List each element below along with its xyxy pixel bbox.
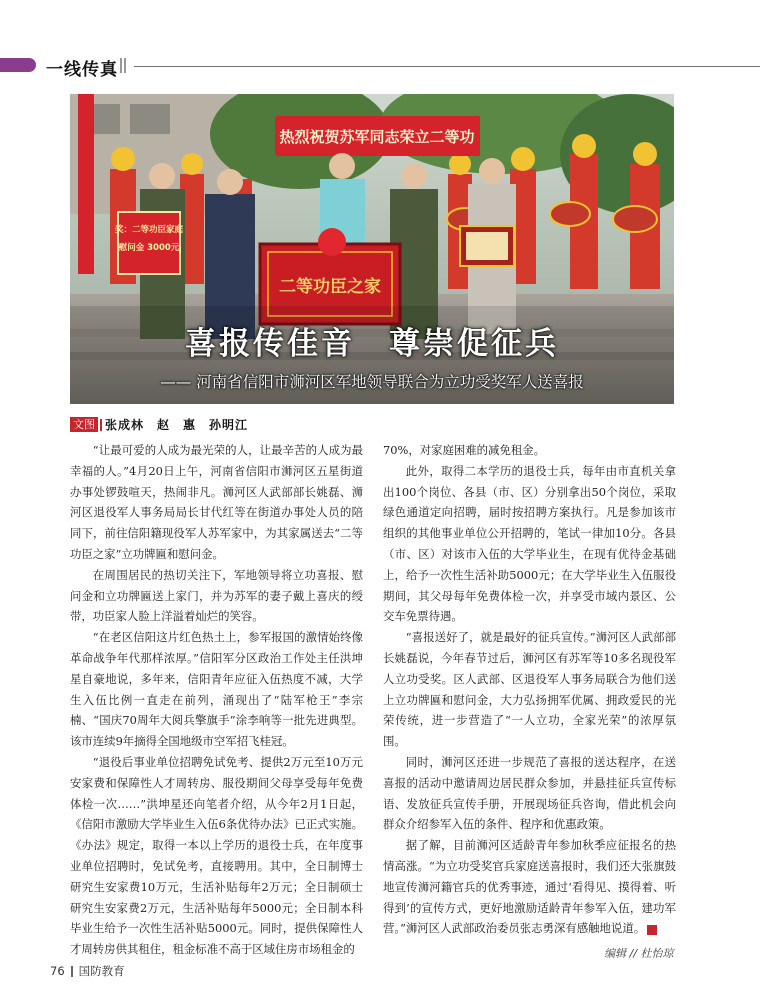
headline-title: 喜报传佳音 尊崇促征兵	[185, 326, 559, 362]
section-divider-mark	[120, 58, 122, 73]
article-paragraph-text: 据了解，目前浉河区适龄青年参加秋季应征报名的热情高涨。“为立功受奖官兵家庭送喜报时，我们还大张旗鼓地宣传浉河籍官兵的优秀事迹，通过‘看得见、摸得着、听得到’的宣传方式，更好地激励适龄青年参军入伍，建功军营。”浉河区人武部政治委员张志勇深有感触地说道。	[383, 838, 676, 936]
article-column-left	[70, 440, 363, 960]
article-paragraph-last	[383, 835, 676, 939]
byline	[70, 416, 248, 432]
article-column-right	[383, 440, 676, 939]
byline-authors: 张成林 赵 惠 孙明江	[105, 418, 249, 432]
sign-left-line1: 奖：二等功臣家庭	[114, 225, 184, 235]
section-title: 一线传真	[46, 60, 118, 80]
footer-divider	[71, 966, 73, 977]
section-accent-pill	[0, 58, 36, 72]
article-paragraph: 同时，浉河区还进一步规范了喜报的送达程序，在送喜报的活动中邀请周边居民群众参加，并悬挂征兵宣传标语、发放征兵宣传手册，开展现场征兵咨询，借此机会向群众介绍参军入伍的条件、程序和优惠政策。	[383, 754, 676, 832]
magazine-name: 国防教育	[78, 964, 125, 978]
article-paragraph-continued: 70%，对家庭困难的减免租金。	[383, 443, 546, 457]
page-number: 76	[50, 964, 65, 978]
page-footer	[50, 963, 125, 979]
end-mark-icon: G	[647, 925, 657, 935]
byline-divider	[100, 419, 102, 431]
article-paragraph: “退役后事业单位招聘免试免考、提供2万元至10万元安家费和保障性人才周转房、服役期间父母享受每年免费体检一次……”洪坤星还向笔者介绍，从今年2月1日起，《信阳市激励大学毕业生入伍6条优待办法》已正式实施。《办法》规定，取得一本以上学历的退役士兵，在年度事业单位招聘时，免试免考，直接聘用。其中，全日制博士研究生安家费10万元，生活补贴每年2万元；全日制硕士研究生安家费2万元，生活补贴每年5000元；全日制本科毕业生给予一次性生活补贴5000元。同时，提供保障性人才周转房供其租住，租金标准不高于区域住房市场租金的	[70, 754, 363, 957]
byline-tag: 文图	[70, 417, 98, 432]
article-paragraph: 在周围居民的热切关注下，军地领导将立功喜报、慰问金和立功牌匾送上家门，并为苏军的妻子戴上喜庆的绶带，功臣家人脸上洋溢着灿烂的笑容。	[70, 567, 363, 624]
section-header	[0, 55, 760, 80]
article-paragraph: 此外，取得二本学历的退役士兵，每年由市直机关拿出100个岗位、各县（市、区）分别拿出50个岗位，采取绿色通道定向招聘，届时按招聘方案执行。凡是参加该市组织的其他事业单位公开招聘的，笔试一律加10分。各县（市、区）对该市入伍的大学毕业生，在现有优待金基础上，给予一次性生活补助5000元；在大学毕业生入伍服役期间，其父母每年免费体检一次，并享受市域内景区、公交车免票待遇。	[383, 463, 676, 624]
article-paragraph: “在老区信阳这片红色热土上，参军报国的激情始终像革命战争年代那样浓厚。”信阳军分区政治工作处主任洪坤星自豪地说，多年来，信阳青年应征入伍热度不减，大学生入伍比例一直走在前列，涌现出了“陆军枪王”李宗楠、“国庆70周年大阅兵擎旗手”涂李响等一批先进典型。该市连续9年摘得全国地级市空军招飞桂冠。	[70, 630, 363, 749]
banner-text: 热烈祝贺苏军同志荣立二等功	[279, 128, 475, 146]
article-paragraph: “让最可爱的人成为最光荣的人，让最辛苦的人成为最幸福的人。”4月20日上午，河南省信阳市浉河区五星街道办事处锣鼓喧天，热闹非凡。浉河区人武部部长姚磊、浉河区退役军人事务局局长甘代红等在街道办事处人员的陪同下，前往信阳籍现役军人苏军家中，为其家属送去“二等功臣之家”立功牌匾和慰问金。	[70, 443, 363, 561]
section-rule	[134, 66, 760, 67]
article-paragraph: “喜报送好了，就是最好的征兵宣传。”浉河区人武部部长姚磊说，今年春节过后，浉河区有苏军等10多名现役军人立功受奖。区人武部、区退役军人事务局联合为他们送上立功牌匾和慰问金，大力弘扬拥军优属、拥政爱民的光荣传统，进一步营造了“一人立功，全家光荣”的浓厚氛围。	[383, 630, 676, 749]
sign-left-line2: 慰问金 3000元	[118, 243, 180, 253]
plaque-text: 二等功臣之家	[279, 277, 381, 297]
section-divider-mark	[124, 58, 126, 73]
editor-credit: 编辑 // 杜怡琼	[604, 947, 674, 960]
headline-subtitle: —— 河南省信阳市浉河区军地领导联合为立功受奖军人送喜报	[160, 373, 584, 391]
